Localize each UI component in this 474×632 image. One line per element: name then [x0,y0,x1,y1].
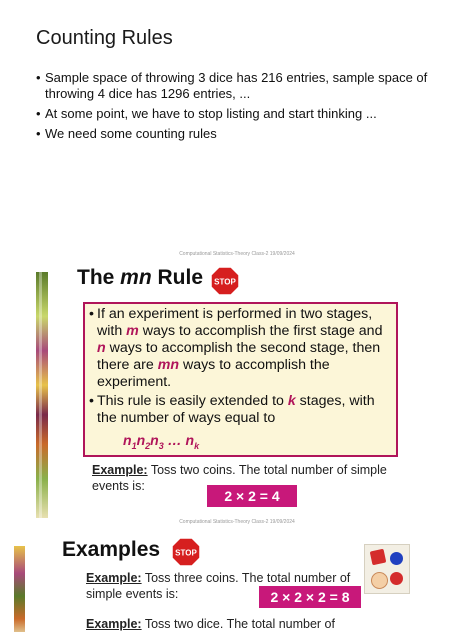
example-text: Example: Toss two dice. The total number of [86,617,335,631]
die-icon [390,552,403,565]
rule-bullet: • This rule is easily extended to k stages, with the number of ways equal to [89,393,390,427]
slide-title: Counting Rules [36,27,173,49]
decorative-stripe [36,272,48,518]
rule-bullet: • If an experiment is performed in two stages, with m ways to accomplish the first stage and n ways to accomplish the second stage, then there are mn ways to accomplish the experiment. [89,306,390,391]
svg-text:STOP: STOP [175,548,197,558]
slide-examples [0,526,474,632]
decorative-stripe [14,546,25,632]
bullet-item: • At some point, we have to stop listing and start thinking ... [36,106,446,122]
slide-footer: Computational Statistics-Theory Class-2 19/09/2024 [179,519,295,525]
slide-mn-rule [0,262,474,526]
example-text: Example: Toss two coins. The total number of simple events is: [92,463,387,493]
answer-box: 2 × 2 × 2 = 8 [259,586,361,608]
answer-box: 2 × 2 = 4 [207,485,297,507]
svg-text:STOP: STOP [214,277,236,287]
bullet-item: • Sample space of throwing 3 dice has 216 entries, sample space of throwing 4 dice has 1296 entries, ... [36,70,446,102]
slide-title: The mn Rule [77,266,204,289]
slide-counting-rules [0,0,474,262]
bullet-list [36,70,446,146]
example-text: Example: Toss three coins. The total number of simple events is: [86,571,351,601]
bullet-item: • We need some counting rules [36,126,446,142]
stop-sign-icon [171,537,201,567]
die-icon [370,549,387,566]
die-icon [390,572,403,585]
slide-footer: Computational Statistics-Theory Class-2 19/09/2024 [179,251,295,257]
stop-sign-icon [210,266,240,296]
formula: $n_1n_2n_3$ … $n_k$ [123,432,200,451]
slide-title: Examples [62,538,161,561]
